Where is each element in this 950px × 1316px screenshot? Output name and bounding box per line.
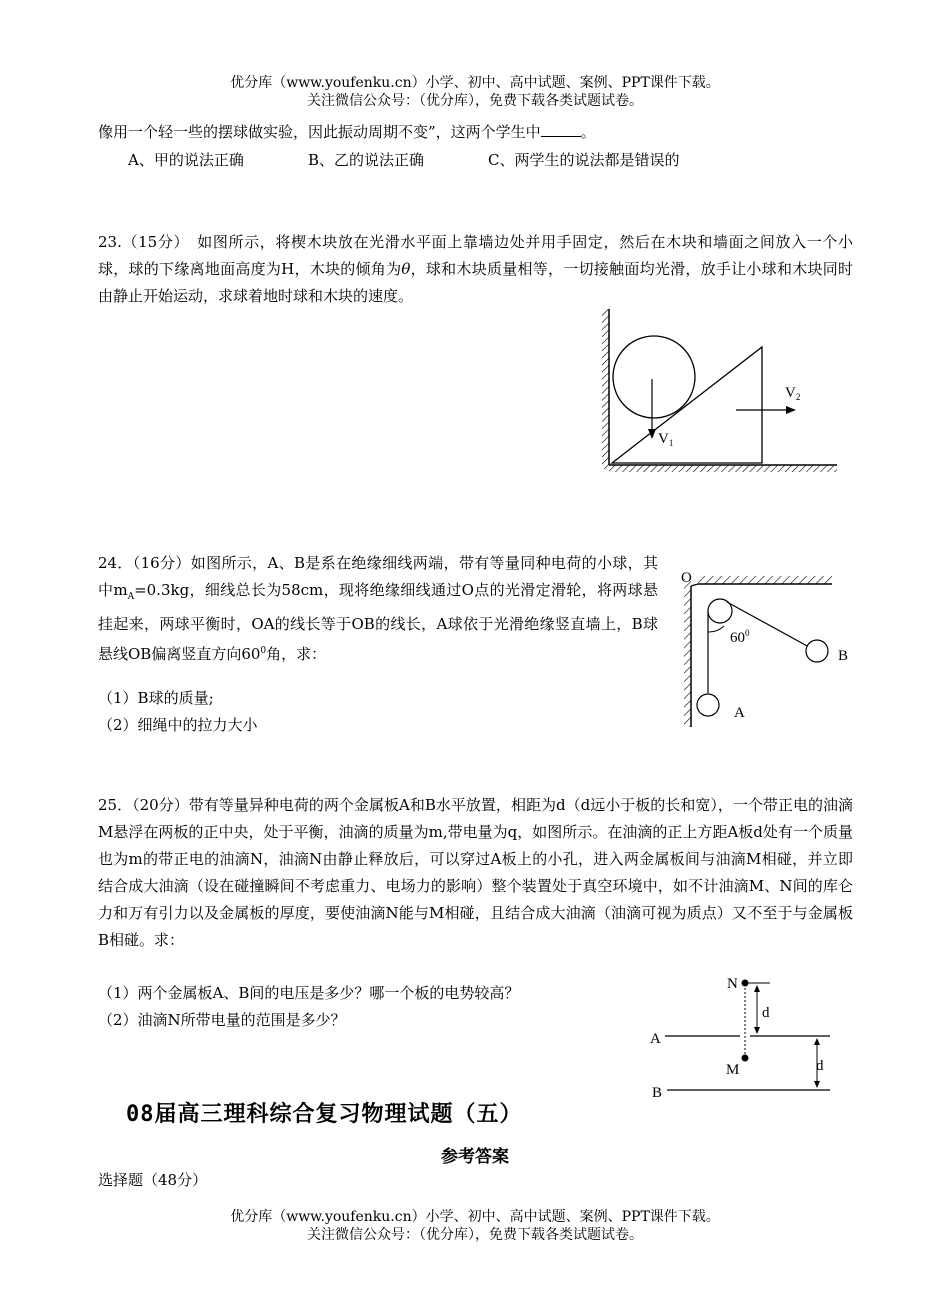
angle-arc	[708, 626, 724, 632]
section-subtitle: 参考答案	[441, 1147, 509, 1167]
q24-text-b: =0.3kg，细线总长为58cm，现将绝缘细线通过O点的光滑定滑轮，将两球悬挂起来，两球平衡时，OA的线长等于OB的线长，A球依于光滑绝缘竖直墙上，B球悬线OB偏离竖直方向60	[98, 581, 658, 663]
q22-option-c: C、两学生的说法都是错误的	[488, 151, 680, 169]
angle-label: $60^0$	[730, 628, 750, 646]
d2-arrow-up	[814, 1038, 820, 1045]
q23-figure	[598, 305, 843, 477]
label-a: A	[734, 705, 745, 721]
q22-option-b: B、乙的说法正确	[308, 151, 425, 169]
q22-tail-end: 。	[580, 123, 596, 141]
header-line-2: 关注微信公众号：（优分库），免费下载各类试题试卷。	[307, 93, 643, 109]
q25-text: 25．（20分）带有等量异种电荷的两个金属板A和B水平放置，相距为d（d远小于板的长和宽），一个带正电的油滴M悬浮在两板的正中央，处于平衡，油滴的质量为m,带电量为q，如图所示。在油滴的正上方距A板d处有一个质量也为m的带正电的油滴N，油滴N由静止释放后，可以穿过A板上的小孔，进入两金属板间与油滴M相碰，并立即结合成大油滴（设在碰撞瞬间不考虑重力、电场力的影响）整个装置处于真空环境中，如不计油滴M、N间的库仑力和万有引力以及金属板的厚度，要使油滴N能与M相碰，且结合成大油滴（油滴可视为质点）又不至于与金属板B相碰。求：	[98, 796, 853, 949]
choice-label: 选择题（48分）	[98, 1171, 208, 1189]
label-m: M	[726, 1062, 740, 1078]
label-d2: d	[816, 1058, 824, 1074]
corner-line	[691, 584, 698, 586]
drop-n	[742, 980, 749, 987]
q24-sub-2: （2）细绳中的拉力大小	[98, 716, 258, 734]
d2-arrow-down	[814, 1081, 820, 1088]
q25-sub-2: （2）油滴N所带电量的范围是多少？	[98, 1011, 346, 1029]
theta-symbol: θ	[401, 260, 411, 278]
q23-text	[98, 229, 853, 310]
q25-sub-1: （1）两个金属板A、B间的电压是多少？哪一个板的电势较高？	[98, 984, 520, 1002]
ball	[613, 336, 695, 418]
ball-b	[806, 640, 828, 662]
q24-figure	[676, 562, 856, 732]
header-line-1: 优分库（www.youfenku.cn）小学、初中、高中试题、案例、PPT课件下载。	[230, 75, 720, 91]
footer-line-2: 关注微信公众号：（优分库），免费下载各类试题试卷。	[307, 1227, 643, 1243]
v2-arrowhead	[786, 406, 796, 414]
q24-text-c: 角，求：	[266, 645, 327, 663]
floor-hatching	[609, 465, 837, 472]
drop-m	[742, 1055, 749, 1062]
q22-tail-text: 像用一个轻一些的摆球做实验，因此振动周期不变”，这两个学生中	[98, 123, 541, 141]
q23-text-b: ，球和木块质量相等，一切接触面均光滑，放手让小球和木块同时由静止开始运动，求球着地时球和木块的速度。	[98, 260, 853, 305]
q24-degree-sup: 0	[260, 646, 267, 656]
footer-line-1: 优分库（www.youfenku.cn）小学、初中、高中试题、案例、PPT课件下载。	[230, 1209, 720, 1225]
q24-text	[98, 550, 658, 668]
q25-figure	[645, 966, 845, 1108]
label-a: A	[650, 1031, 661, 1047]
ceiling-hatching	[698, 576, 832, 584]
v2-label: $V_2$	[785, 385, 801, 402]
q22-tail	[98, 119, 596, 146]
q24-mass-subscript: A	[127, 592, 135, 602]
q23-text-a: 23.（15分） 如图所示，将楔木块放在光滑水平面上靠墙边处并用手固定，然后在木块和墙面之间放入一个小球，球的下缘离地面高度为H，木块的倾角为	[98, 233, 853, 278]
d1-arrow-down	[754, 1027, 760, 1034]
ball-a	[697, 694, 719, 716]
label-o: O	[681, 570, 692, 586]
wall-hatching	[684, 579, 691, 727]
label-d1: d	[762, 1005, 770, 1021]
label-n: N	[727, 976, 738, 992]
label-b: B	[838, 648, 849, 664]
section-title: 08届高三理科综合复习物理试题（五）	[126, 1102, 523, 1127]
d1-arrow-up	[754, 985, 760, 992]
q22-option-a: A、甲的说法正确	[128, 151, 244, 169]
label-b: B	[652, 1085, 663, 1101]
q24-text-a: 24．（16分）如图所示，A、B是系在绝缘细线两端，带有等量同种电荷的小球，其中m	[98, 554, 658, 599]
q24-sub-1: （1）B球的质量;	[98, 689, 214, 707]
answer-blank	[541, 122, 581, 137]
wall-hatching	[602, 309, 609, 469]
v1-label: $V_1$	[658, 431, 674, 448]
